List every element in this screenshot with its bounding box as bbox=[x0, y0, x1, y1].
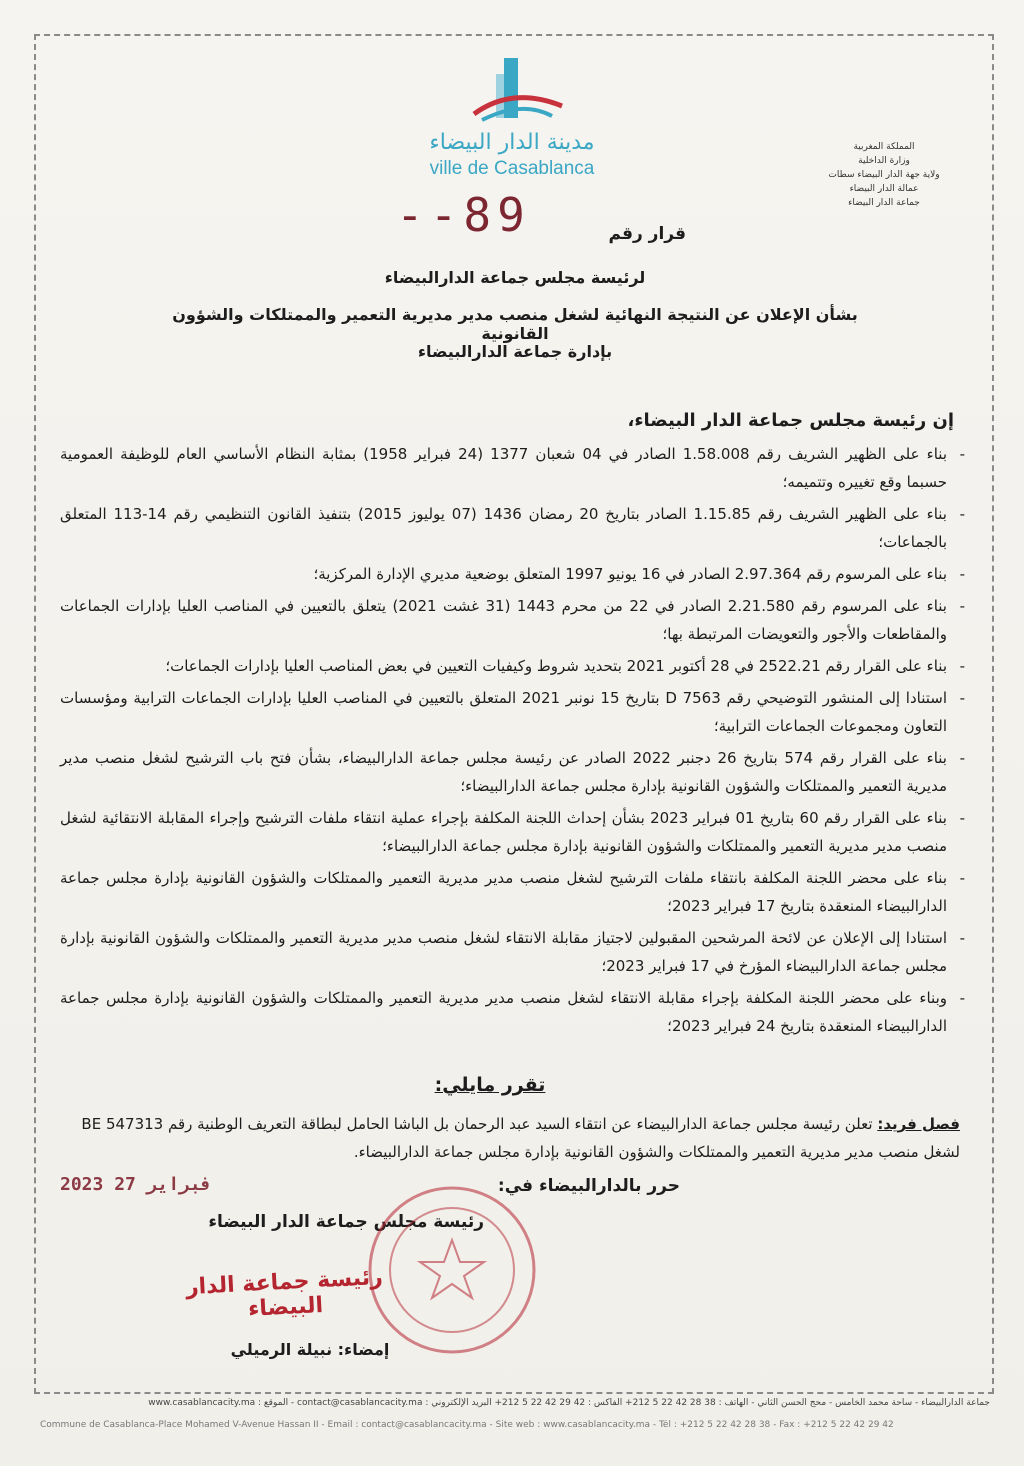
logo-mark-icon bbox=[412, 56, 612, 136]
clause-item: - بناء على محضر اللجنة المكلفة بانتقاء ملفات الترشيح لشغل منصب مدير مديرية التعمير والممتلكات والشؤون القانونية بإدارة مجلس جماعة الدارالبيضاء المنعقدة بتاريخ 17 فبراير 2023؛ bbox=[60, 864, 965, 920]
red-stamp-text: رئيسة جماعة الدار البيضاء bbox=[185, 1264, 384, 1322]
single-chapter bbox=[70, 1110, 960, 1166]
clause-item: - استنادا إلى المنشور التوضيحي رقم D 7563 بتاريخ 15 نونبر 2021 المتعلق بالتعيين في المناصب العليا بإدارات الجماعات الترابية ومؤسسات التعاون ومجموعات الجماعات الترابية؛ bbox=[60, 684, 965, 740]
clause-item: - استنادا إلى الإعلان عن لائحة المرشحين المقبولين لاجتياز مقابلة الانتقاء لشغل منصب مدير مديرية التعمير والممتلكات والشؤون القانونية بإدارة مجلس جماعة الدارالبيضاء المؤرخ في 17 فبراير 2023؛ bbox=[60, 924, 965, 980]
handwritten-number: --89 bbox=[396, 188, 531, 242]
decide-heading: تقرر مايلي: bbox=[434, 1074, 546, 1096]
clause-item: - بناء على الظهير الشريف رقم 1.15.85 الصادر بتاريخ 20 رمضان 1436 (07 يوليوز 2015) بتنفيذ القانون التنظيمي رقم 14-113 المتعلق بالجماعات؛ bbox=[60, 500, 965, 556]
logo-french-text: ville de Casablanca bbox=[429, 158, 595, 179]
issuer-line: ولاية جهة الدار البيضاء سطات bbox=[828, 170, 940, 180]
decision-label: قرار رقم bbox=[608, 224, 686, 244]
signature-name: إمضاء: نبيلة الرميلي bbox=[230, 1340, 390, 1359]
intro-line: إن رئيسة مجلس جماعة الدار البيضاء، bbox=[627, 410, 954, 431]
logo-arabic-text: مدينة الدار البيضاء bbox=[429, 130, 595, 155]
chapter-text: تعلن رئيسة مجلس جماعة الدارالبيضاء عن انتقاء السيد عبد الرحمان بل الباشا الحامل لبطاقة التعريف الوطنية رقم BE 547313 لشغل منصب مدير مديرية التعمير والممتلكات والشؤون القانونية بإدارة مجلس جماعة الدارالبيضاء. bbox=[81, 1115, 960, 1161]
decision-number bbox=[396, 188, 696, 258]
written-label: حرر بالدارالبيضاء في: bbox=[497, 1176, 680, 1196]
president-title: رئيسة مجلس جماعة الدار البيضاء bbox=[208, 1212, 484, 1232]
issuer-line: عمالة الدار البيضاء bbox=[849, 184, 919, 194]
footer-arabic: جماعة الدارالبيضاء - ساحة محمد الخامس - محج الحسن الثاني - الهاتف : 38 28 42 22 5 212+ الفاكس : 42 29 42 22 5 212+ البريد الإلكتروني : contact@casablancacity.ma - الموقع : www.casablancacity.ma bbox=[148, 1398, 990, 1408]
chapter-label: فصل فريد: bbox=[877, 1115, 960, 1133]
clause-item: - وبناء على محضر اللجنة المكلفة بإجراء مقابلة الانتقاء لشغل منصب مدير مديرية التعمير والممتلكات والشؤون القانونية بإدارة مجلس جماعة الدارالبيضاء المنعقدة بتاريخ 24 فبراير 2023؛ bbox=[60, 984, 965, 1040]
title-line-2: بشأن الإعلان عن النتيجة النهائية لشغل منصب مدير مديرية التعمير والممتلكات والشؤون القانونية bbox=[172, 305, 858, 343]
issuer-line: وزارة الداخلية bbox=[858, 156, 910, 166]
footer-french: Commune de Casablanca-Place Mohamed V-Avenue Hassan II - Email : contact@casablancacity.ma - Site web : www.casablancacity.ma - Tél : +212 5 22 42 28 38 - Fax : +212 5 22 42 29 42 bbox=[40, 1420, 894, 1430]
clause-item: - بناء على المرسوم رقم 2.21.580 الصادر في 22 من محرم 1443 (31 غشت 2021) يتعلق بالتعيين في المناصب العليا بإدارات الجماعات والمقاطعات والأجور والتعويضات المرتبطة بها؛ bbox=[60, 592, 965, 648]
clause-item: - بناء على القرار رقم 2522.21 في 28 أكتوبر 2021 بتحديد شروط وكيفيات التعيين في بعض المناصب العليا بإدارات الجماعات؛ bbox=[60, 652, 965, 680]
casablanca-logo bbox=[412, 56, 612, 186]
title-line-1: لرئيسة مجلس جماعة الدارالبيضاء bbox=[384, 268, 646, 287]
clause-item: - بناء على القرار رقم 574 بتاريخ 26 دجنبر 2022 الصادر عن رئيسة مجلس جماعة الدارالبيضاء، بشأن فتح باب الترشيح لشغل منصب مدير مديرية التعمير والممتلكات والشؤون القانونية بإدارة مجلس جماعة الدارالبيضاء؛ bbox=[60, 744, 965, 800]
clause-item: - بناء على القرار رقم 60 بتاريخ 01 فبراير 2023 بشأن إحداث اللجنة المكلفة بإجراء عملية انتقاء ملفات الترشيح وإجراء المقابلة الانتقائية لشغل منصب مدير مديرية التعمير والممتلكات والشؤون القانونية بإدارة مجلس جماعة الدارالبيضاء؛ bbox=[60, 804, 965, 860]
issuer-header bbox=[824, 140, 944, 210]
clause-item: - بناء على الظهير الشريف رقم 1.58.008 الصادر في 04 شعبان 1377 (24 فبراير 1958) بمثابة النظام الأساسي العام للوظيفة العمومية حسبما وقع تغييره وتتميمه؛ bbox=[60, 440, 965, 496]
title-line-3: بإدارة جماعة الدارالبيضاء bbox=[417, 342, 613, 361]
clauses-list bbox=[60, 440, 965, 1044]
issuer-line: المملكة المغربية bbox=[853, 142, 915, 152]
clause-item: - بناء على المرسوم رقم 2.97.364 الصادر في 16 يونيو 1997 المتعلق بوضعية مديري الإدارة المركزية؛ bbox=[60, 560, 965, 588]
issuer-line: جماعة الدار البيضاء bbox=[848, 198, 920, 208]
handwritten-date: 2023 فبراير 27 bbox=[60, 1174, 212, 1195]
